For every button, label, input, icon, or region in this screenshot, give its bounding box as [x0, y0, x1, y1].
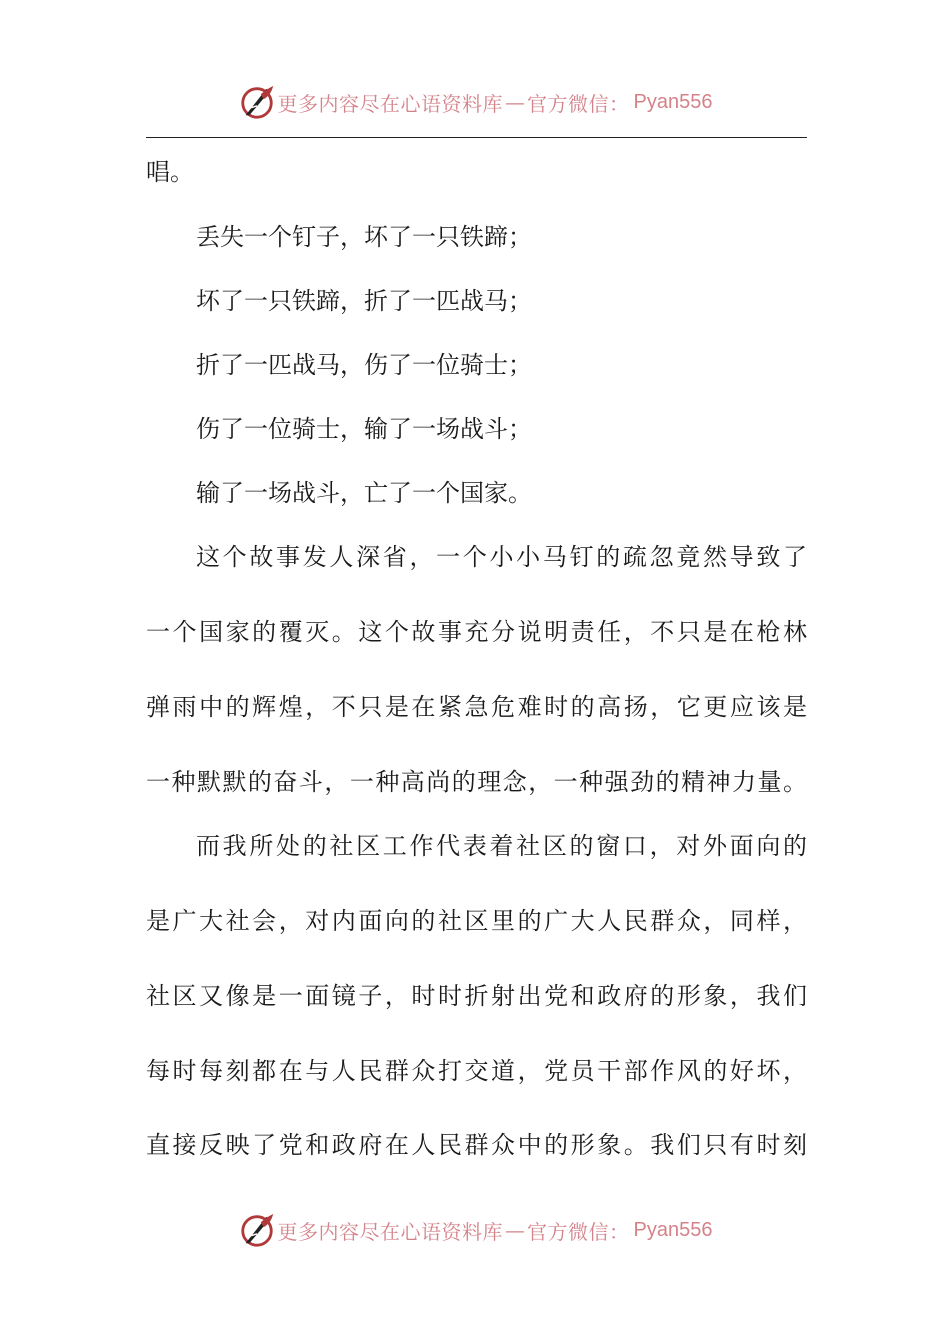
text-line-8: 一个国家的覆灭。这个故事充分说明责任，不只是在枪林: [146, 618, 807, 646]
text-line-10: 一种默默的奋斗，一种高尚的理念，一种强劲的精神力量。: [146, 768, 807, 796]
header-wechat-label: 官方微信：: [527, 91, 630, 116]
header-banner: [0, 80, 950, 124]
header-dash: —: [505, 90, 526, 114]
header-divider: [146, 137, 807, 138]
quill-logo-icon: [238, 1211, 276, 1249]
text-line-2: 丢失一个钉子，坏了一只铁蹄；: [196, 223, 532, 251]
quill-logo-icon: [238, 83, 276, 121]
text-line-14: 每时每刻都在与人民群众打交道，党员干部作风的好坏，: [146, 1057, 807, 1085]
text-line-13: 社区又像是一面镜子，时时折射出党和政府的形象，我们: [146, 982, 807, 1010]
text-line-15: 直接反映了党和政府在人民群众中的形象。我们只有时刻: [146, 1131, 807, 1159]
text-line-9: 弹雨中的辉煌，不只是在紧急危难时的高扬，它更应该是: [146, 693, 807, 721]
header-brand-text: 更多内容尽在心语资料库: [277, 91, 504, 116]
footer-brand-text: 更多内容尽在心语资料库: [277, 1219, 504, 1244]
text-line-5: 伤了一位骑士，输了一场战斗；: [196, 415, 532, 443]
text-line-6: 输了一场战斗，亡了一个国家。: [196, 479, 532, 507]
footer-wechat-label: 官方微信：: [527, 1219, 630, 1244]
text-line-3: 坏了一只铁蹄，折了一匹战马；: [196, 287, 532, 315]
text-line-4: 折了一匹战马，伤了一位骑士；: [196, 351, 532, 379]
header-wechat-id: Pyan556: [633, 90, 713, 113]
text-line-7: 这个故事发人深省，一个小小马钉的疏忽竟然导致了: [196, 543, 807, 571]
text-line-11: 而我所处的社区工作代表着社区的窗口，对外面向的: [196, 832, 807, 860]
footer-dash: —: [505, 1218, 526, 1242]
footer-banner: [0, 1208, 950, 1252]
text-line-12: 是广大社会，对内面向的社区里的广大人民群众，同样，: [146, 907, 807, 935]
footer-wechat-id: Pyan556: [633, 1218, 713, 1241]
text-line-1: 唱。: [146, 158, 194, 186]
